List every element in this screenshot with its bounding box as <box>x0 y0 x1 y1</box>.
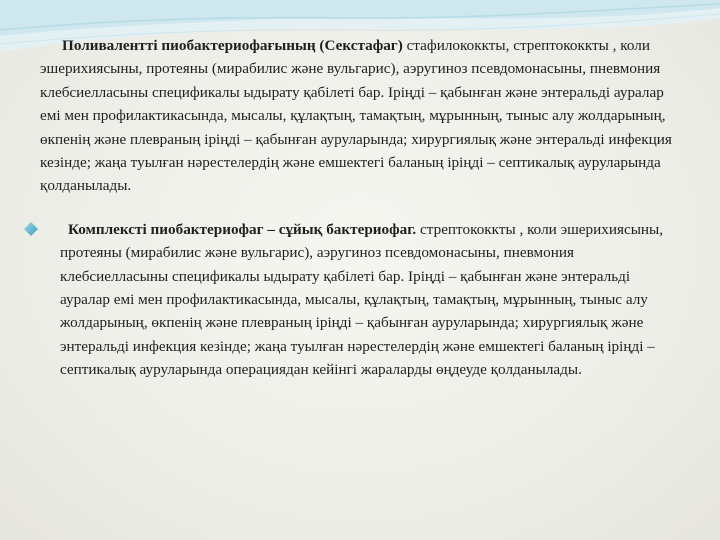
paragraph-lead: Комплексті пиобактериофаг – сұйық бактериофаг. <box>68 220 417 238</box>
paragraph-complex-piobacteriophage <box>40 218 680 382</box>
paragraph-body: стрептококкты , коли эшерихиясыны, протеяны (мирабилис және вульгарис), аэругиноз псевдомонасыны, пневмония клебсиелласыны спецификалы ыдырату қабілеті бар. Іріңді – қабынған және энтеральді ауралар емі мен профилактикасында, мысалы, құлақтың, тамақтың, мұрынның, тыныс алу жолдарының, өкпенің және плевраның іріңді – қабынған ауруларында; хирургиялық және энтеральді инфекция кезінде; жаңа туылған нәрестелердің және емшектегі баланың іріңді – септикалық ауруларында операциядан кейінгі жараларды өңдеуде қолданылады. <box>60 220 664 379</box>
slide-content <box>40 34 680 382</box>
paragraph-sekstafag <box>40 34 680 198</box>
diamond-bullet-icon <box>24 222 38 236</box>
paragraph-lead: Поливалентті пиобактериофағының (Секстафаг) <box>62 37 403 54</box>
paragraph-body: стафилококкты, стрептококкты , коли эшерихиясыны, протеяны (мирабилис және вульгарис), аэругиноз псевдомонасыны, пневмония клебсиелласыны спецификалы ыдырату қабілеті бар. Іріңді – қабынған және энтеральді ауралар емі мен профилактикасында, мысалы, құлақтың, тамақтың, мұрынның, тыныс алу жолдарының, өкпенің және плевраның іріңді – қабынған ауруларында; хирургиялық және энтеральді инфекция кезінде; жаңа туылған нәрестелердің және емшектегі баланың іріңді – септикалық ауруларында қолданылады. <box>40 37 672 195</box>
